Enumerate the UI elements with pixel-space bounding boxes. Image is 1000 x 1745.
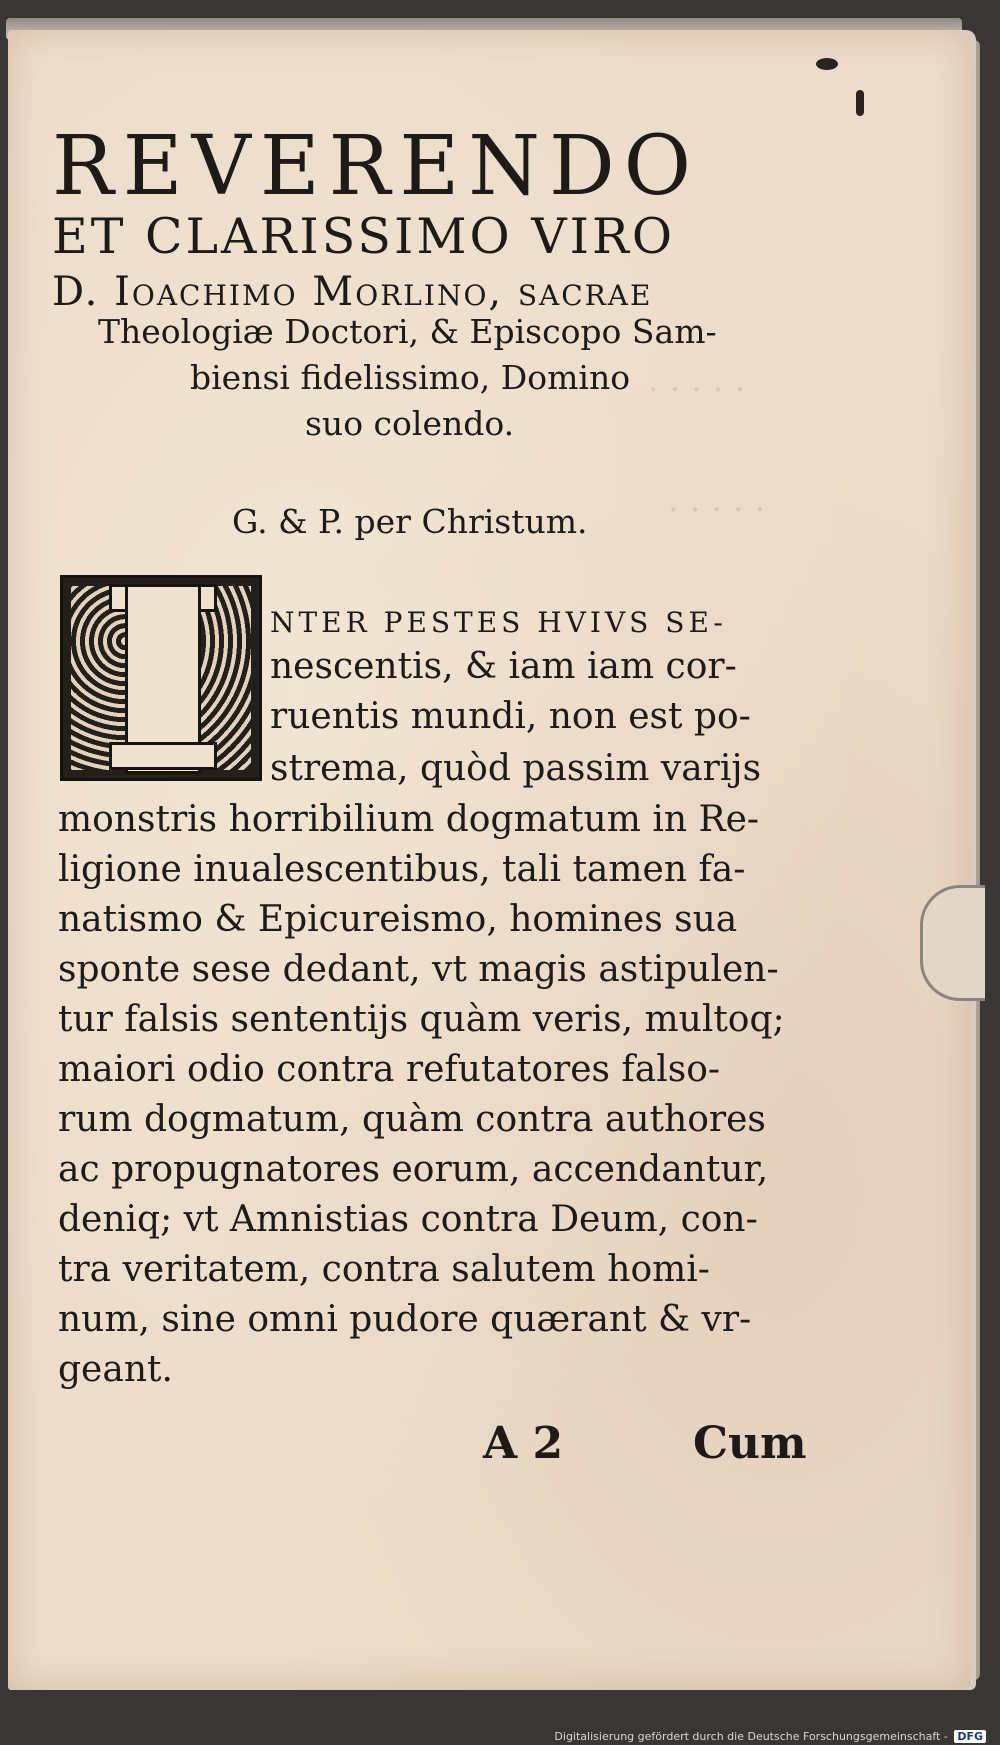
heading-ioachimo: D. Ioachimo Morlino, sacrae bbox=[52, 269, 653, 315]
page-clip bbox=[920, 885, 985, 1001]
body-line: tra veritatem, contra salutem homi- bbox=[58, 1249, 710, 1290]
body-line: sponte sese dedant, vt magis astipulen- bbox=[58, 949, 779, 990]
show-through: · · · · · bbox=[668, 490, 766, 530]
digitization-credit bbox=[554, 1730, 986, 1743]
body-line: nescentis, & iam iam cor- bbox=[270, 646, 737, 687]
body-line: ligione inualescentibus, tali tamen fa- bbox=[58, 849, 746, 890]
ink-blot bbox=[816, 58, 838, 70]
body-line: rum dogmatum, quàm contra authores bbox=[58, 1099, 766, 1140]
initial-serif-bottom bbox=[109, 742, 217, 770]
body-line: natismo & Epicureismo, homines sua bbox=[58, 899, 738, 940]
body-line: NTER PESTES HVIVS SE- bbox=[270, 606, 727, 639]
show-through: · · · · · bbox=[648, 370, 746, 410]
decorated-initial bbox=[60, 575, 262, 781]
dfg-logo: DFG bbox=[954, 1730, 986, 1743]
signature-mark: A 2 bbox=[483, 1418, 564, 1469]
body-line: tur falsis sententijs quàm veris, multoq; bbox=[58, 999, 785, 1040]
dedication-line: Theologiæ Doctori, & Episcopo Sam- bbox=[98, 312, 717, 351]
dedication-line: suo colendo. bbox=[305, 404, 515, 443]
body-line: num, sine omni pudore quærant & vr- bbox=[58, 1299, 752, 1340]
heading-et-clarissimo: ET CLARISSIMO VIRO bbox=[52, 208, 676, 265]
credit-text: Digitalisierung gefördert durch die Deutsche Forschungsgemeinschaft - bbox=[554, 1730, 948, 1743]
catchword: Cum bbox=[693, 1418, 807, 1469]
body-line: maiori odio contra refutatores falso- bbox=[58, 1049, 721, 1090]
body-line: deniq; vt Amnistias contra Deum, con- bbox=[58, 1199, 758, 1240]
body-line: geant. bbox=[58, 1349, 173, 1390]
body-line: strema, quòd passim varijs bbox=[270, 748, 762, 789]
body-line: ac propugnatores eorum, accendantur, bbox=[58, 1149, 769, 1190]
body-line: monstris horribilium dogmatum in Re- bbox=[58, 799, 760, 840]
ink-blot bbox=[856, 90, 864, 116]
body-line: ruentis mundi, non est po- bbox=[270, 696, 751, 737]
greeting: G. & P. per Christum. bbox=[232, 502, 588, 541]
heading-reverendo: REVERENDO bbox=[52, 119, 700, 214]
dedication-line: biensi fidelissimo, Domino bbox=[190, 358, 631, 397]
